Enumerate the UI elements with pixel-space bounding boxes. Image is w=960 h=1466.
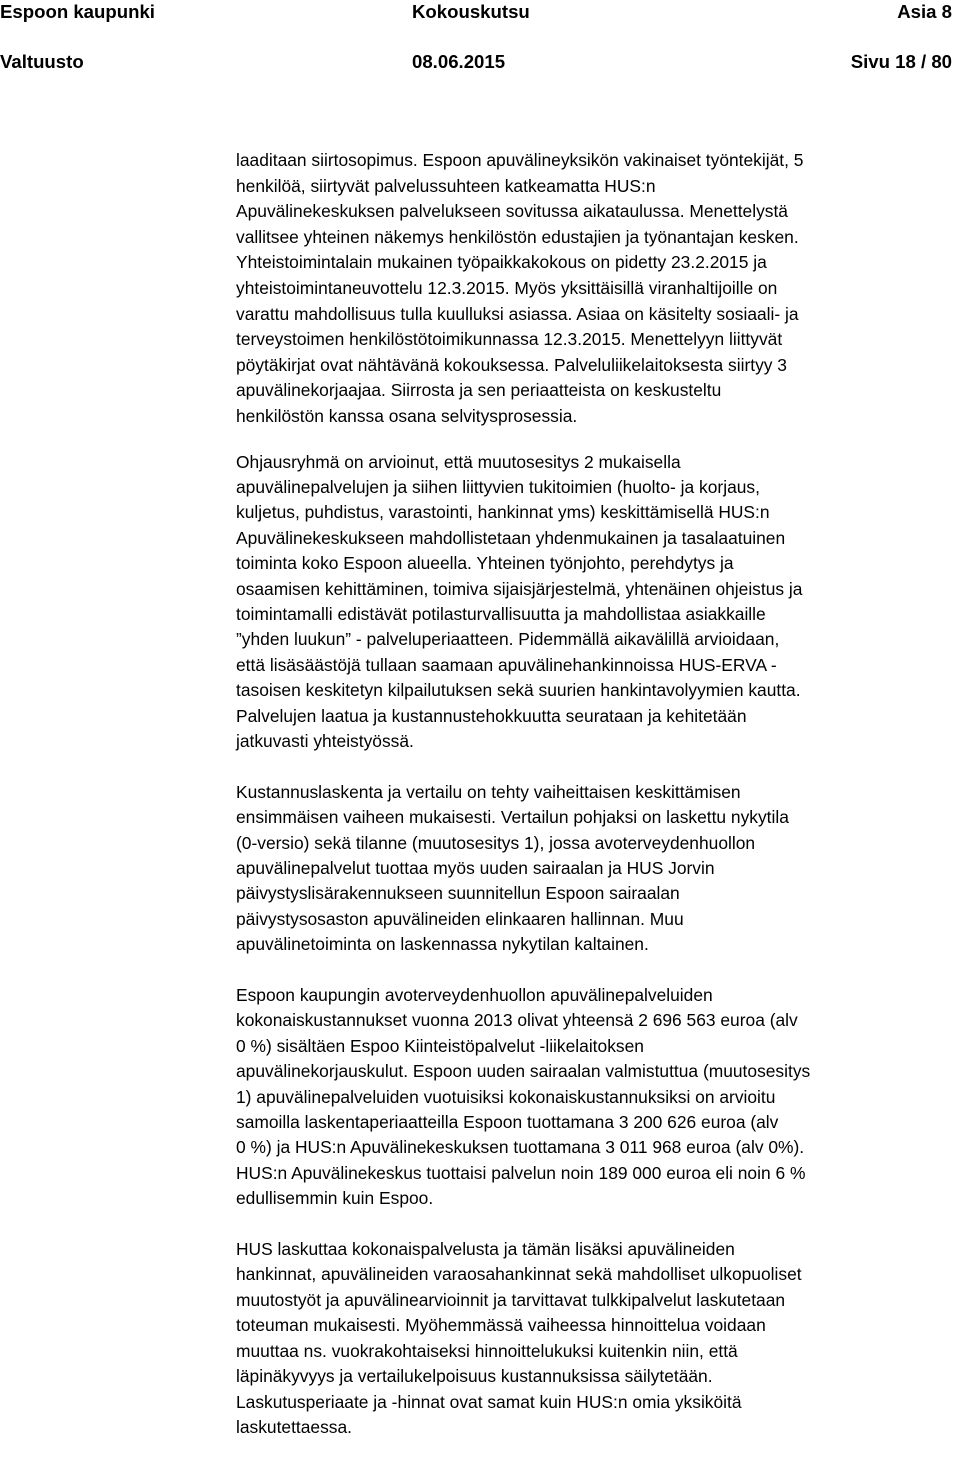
text-line: Yhteistoimintalain mukainen työpaikkakokous on pidetty 23.2.2015 ja [236,252,767,273]
page-number: Sivu 18 / 80 [850,51,952,72]
text-line: Ohjausryhmä on arvioinut, että muutosesitys 2 mukaisella [236,451,681,472]
text-line: apuvälinepalvelut tuottaa myös uuden sairaalan ja HUS Jorvin [236,858,715,879]
text-line: (0-versio) sekä tilanne (muutosesitys 1), jossa avoterveydenhuollon [236,832,756,853]
text-line: vallitsee yhteinen näkemys henkilöstön edustajien ja työnantajan kesken. [236,226,799,247]
meeting-date: 08.06.2015 [412,51,506,72]
text-line: Palvelujen laatua ja kustannustehokkuutta seurataan ja kehitetään [236,705,747,726]
text-line: pöytäkirjat ovat nähtävänä kokouksessa. Palveluliikelaitoksesta siirtyy 3 [236,354,787,375]
text-line: terveystoimen henkilöstötoimikunnassa 12.3.2015. Menettelyyn liittyvät [236,329,783,350]
paragraph-transfer-agreement [236,148,956,430]
text-line: kokonaiskustannukset vuonna 2013 olivat yhteensä 2 696 563 euroa (alv [236,1010,798,1031]
text-line: laaditaan siirtosopimus. Espoon apuvälineyksikön vakinaiset työntekijät, 5 [236,150,804,170]
text-line: ”yhden luukun” - palveluperiaatteen. Pidemmällä aikavälillä arvioidaan, [236,629,780,650]
text-line: tasoisen keskitetyn kilpailutuksen sekä suurien hankintavolyymien kautta. [236,680,801,701]
text-line: osaamisen kehittäminen, toimiva sijaisjärjestelmä, yhtenäinen ohjeistus ja [236,578,803,599]
text-line: apuvälinekorjauskulut. Espoon uuden sairaalan valmistuttua (muutosesitys [236,1061,811,1082]
text-line: varattu mahdollisuus tulla kuulluksi asiassa. Asiaa on käsitelty sosiaali- ja [236,303,799,324]
text-line: henkilöstön kanssa osana selvitysprosessia. [236,405,578,426]
text-line: että lisäsäästöjä tullaan saamaan apuvälinehankinnoissa HUS-ERVA - [236,654,777,675]
text-line: kuljetus, puhdistus, varastointi, hankinnat yms) keskittämisellä HUS:n [236,502,770,523]
text-line: päivystyslisärakennukseen suunnitellun Espoon sairaalan [236,883,680,904]
text-line: läpinäkyvyys ja vertailukelpoisuus kustannuksissa säilytetään. [236,1366,713,1387]
text-line: laskutettaessa. [236,1416,353,1437]
text-line: HUS laskuttaa kokonaispalvelusta ja tämän lisäksi apuvälineiden [236,1239,735,1260]
paragraph-cost-calculation [236,780,956,958]
text-line: hankinnat, apuvälineiden varaosahankinnat sekä mahdolliset ulkopuoliset [236,1264,802,1285]
text-line: jatkuvasti yhteistyössä. [236,731,414,751]
header-row-meeting [0,48,960,76]
text-line: edullisemmin kuin Espoo. [236,1188,434,1209]
text-line: yhteistoimintaneuvottelu 12.3.2015. Myös yksittäisillä viranhaltijoille on [236,277,778,298]
text-line: Kustannuslaskenta ja vertailu on tehty vaiheittaisen keskittämisen [236,781,741,802]
text-line: 0 %) sisältäen Espoo Kiinteistöpalvelut -liikelaitoksen [236,1035,644,1056]
text-line: Apuvälinekeskukseen mahdollistetaan yhdenmukainen ja tasalaatuinen [236,527,786,548]
text-line: ensimmäisen vaiheen mukaisesti. Vertailun pohjaksi on laskettu nykytila [236,807,789,828]
document-type: Kokouskutsu [412,1,530,22]
text-line: HUS:n Apuvälinekeskus tuottaisi palvelun noin 189 000 euroa eli noin 6 % [236,1162,806,1183]
text-line: toimintamalli edistävät potilasturvallisuutta ja mahdollistaa asiakkaille [236,603,766,624]
text-line: Apuvälinekeskuksen palvelukseen sovitussa aikataulussa. Menettelystä [236,201,788,222]
text-line: apuvälinetoiminta on laskennassa nykytilan kaltainen. [236,934,649,955]
body-name: Valtuusto [0,51,84,72]
text-line: samoilla laskentaperiaatteilla Espoon tuottamana 3 200 626 euroa (alv [236,1112,779,1133]
text-line: päivystysosaston apuvälineiden elinkaaren hallinnan. Muu [236,908,684,929]
text-line: 1) apuvälinepalveluiden vuotuisiksi kokonaiskustannuksiksi on arvioitu [236,1086,776,1107]
agenda-item-number: Asia 8 [897,1,952,22]
paragraph-billing [236,1237,956,1440]
text-line: 0 %) ja HUS:n Apuvälinekeskuksen tuottamana 3 011 968 euroa (alv 0%). [236,1137,805,1158]
text-line: Laskutusperiaate ja -hinnat ovat samat kuin HUS:n omia yksiköitä [236,1391,742,1412]
text-line: muuttaa ns. vuokrakohtaiseksi hinnoittelukuksi kuitenkin niin, että [236,1340,738,1361]
text-line: toiminta koko Espoon alueella. Yhteinen työnjohto, perehdytys ja [236,553,734,574]
organization-name: Espoon kaupunki [0,1,155,22]
text-line: Espoon kaupungin avoterveydenhuollon apuvälinepalveluiden [236,985,713,1006]
paragraph-steering-group-assessment [236,450,956,755]
header-row-organization [0,0,960,26]
text-line: toteuman mukaisesti. Myöhemmässä vaiheessa hinnoittelua voidaan [236,1315,766,1336]
text-line: apuvälinepalvelujen ja siihen liittyvien tukitoimien (huolto- ja korjaus, [236,476,760,497]
text-line: henkilöä, siirtyvät palvelussuhteen katkeamatta HUS:n [236,175,656,196]
paragraph-total-costs [236,983,956,1212]
document-body [236,148,956,1466]
text-line: muutostyöt ja apuvälinearvioinnit ja tarvittavat tulkkipalvelut laskutetaan [236,1289,786,1310]
text-line: apuvälinekorjaajaa. Siirrosta ja sen periaatteista on keskusteltu [236,380,722,401]
